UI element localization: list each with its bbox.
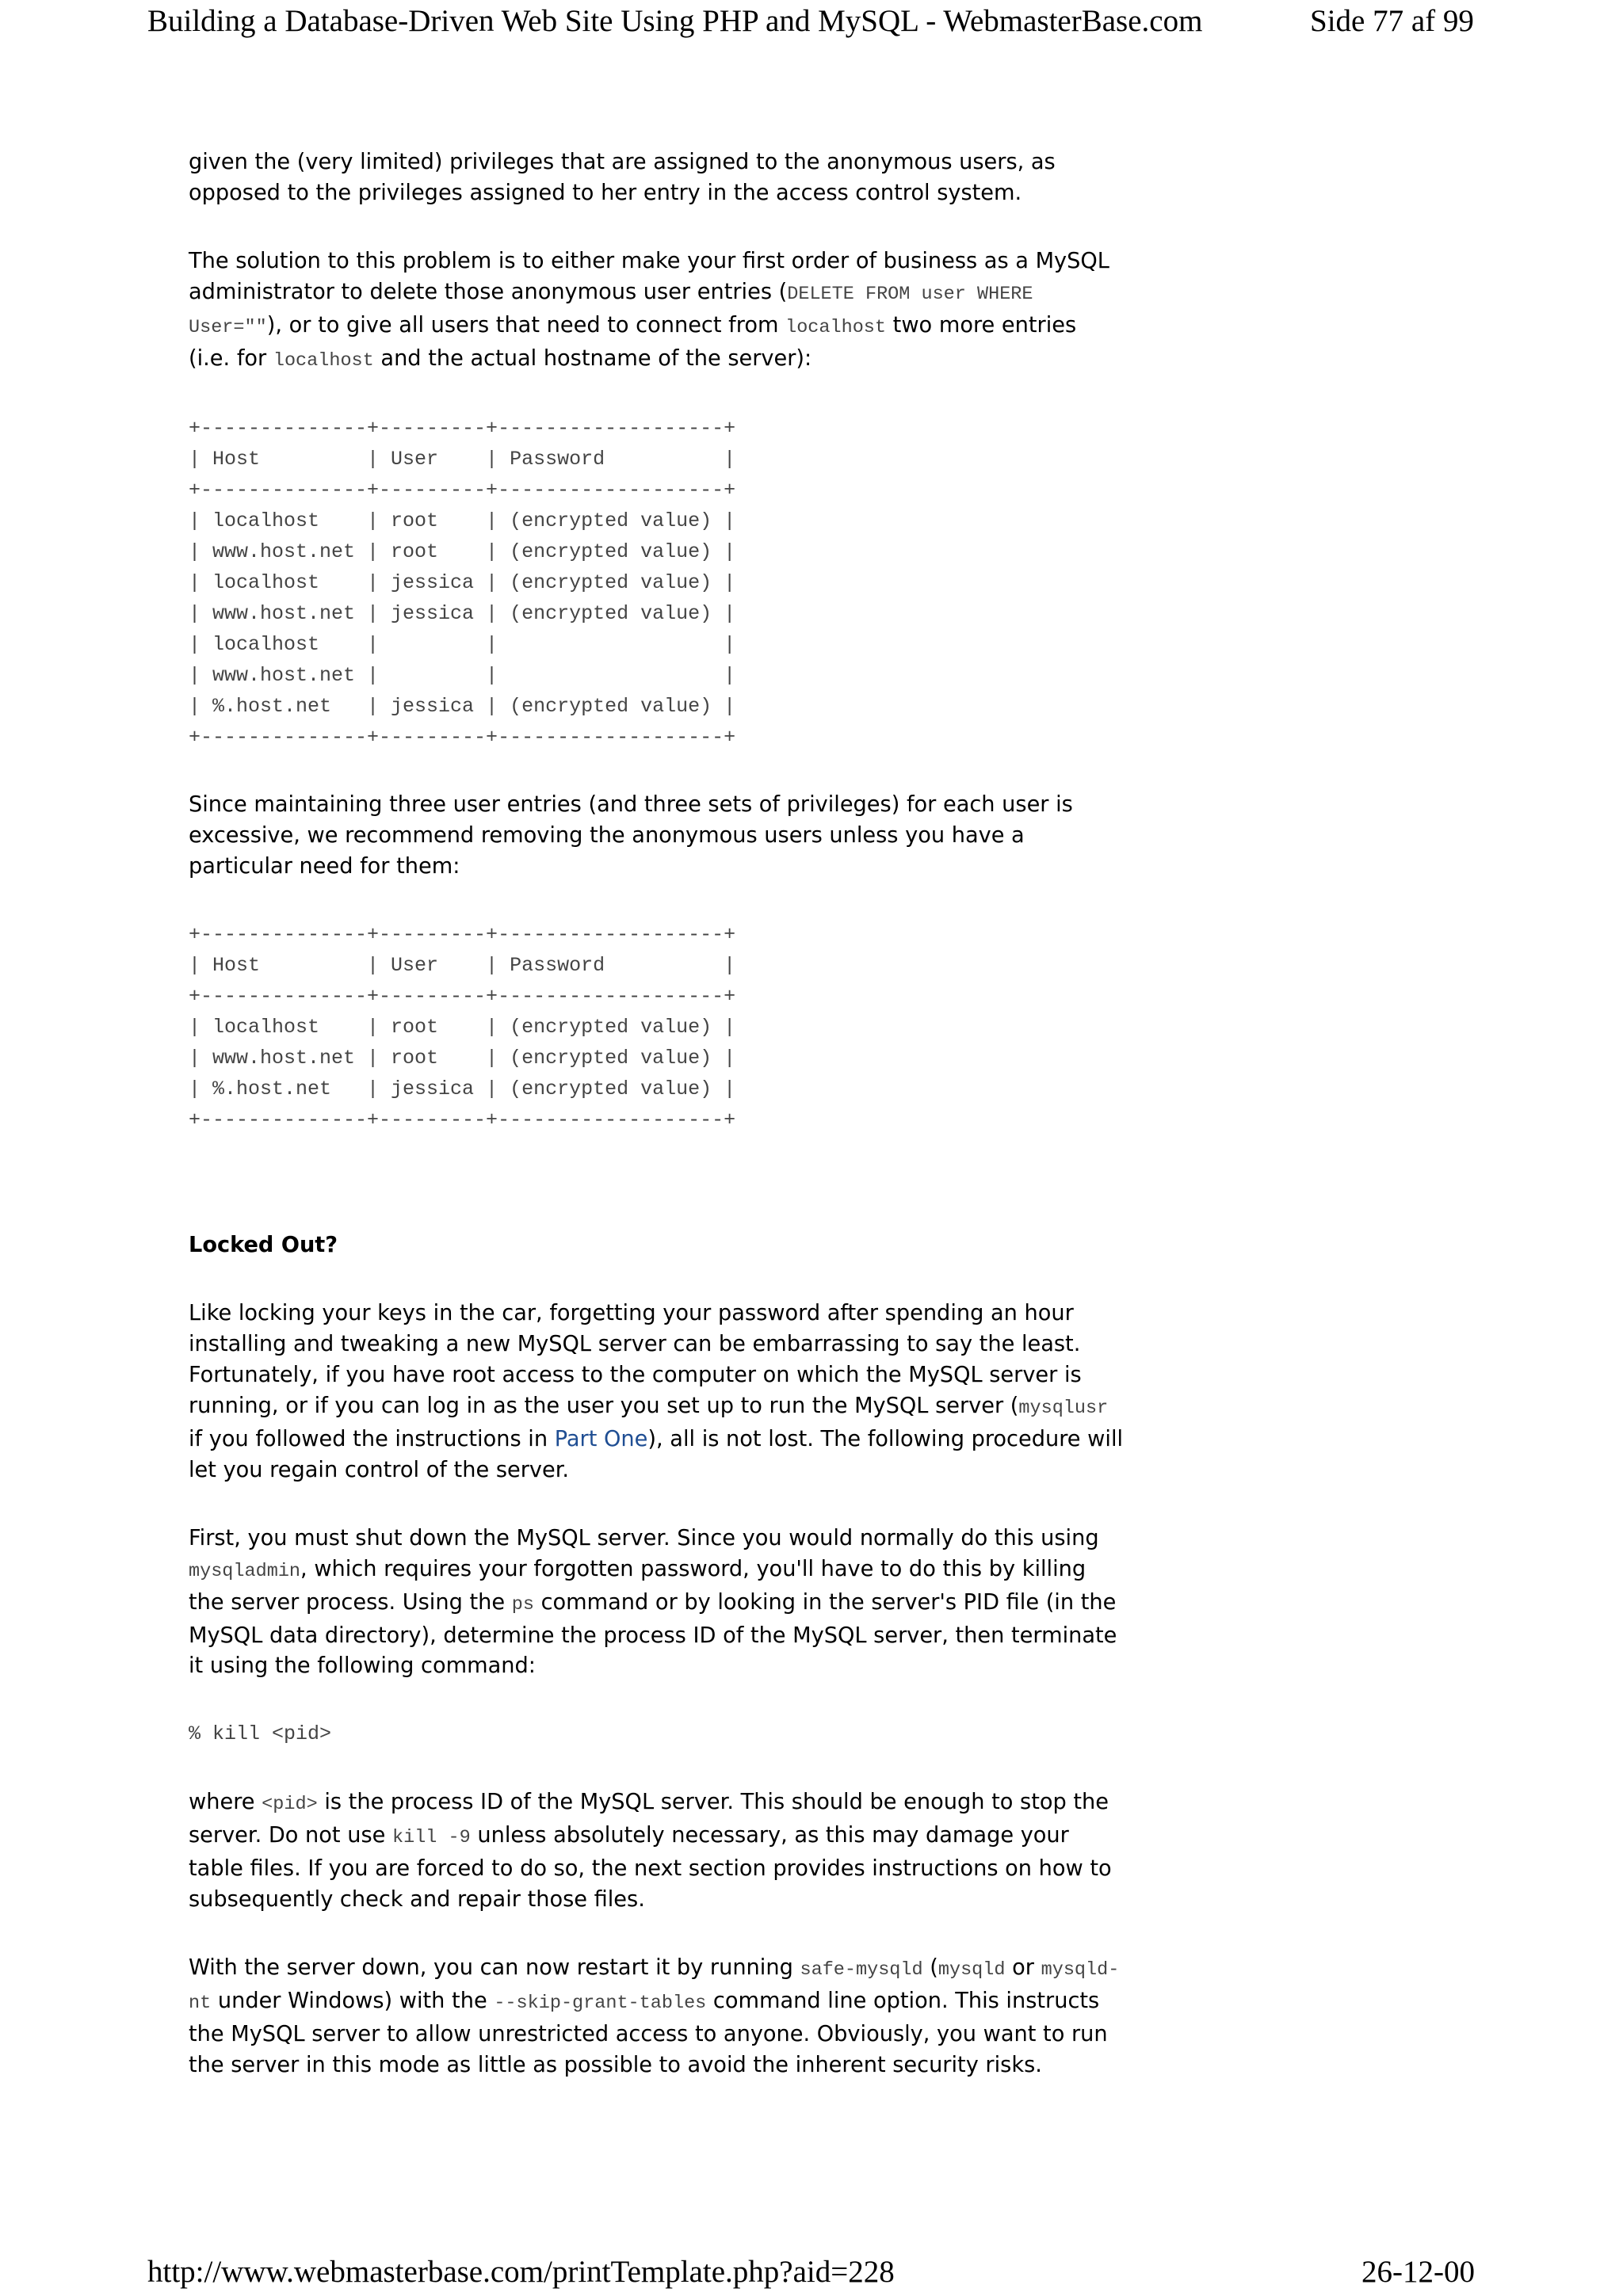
paragraph: Since maintaining three user entries (and three sets of privileges) for each user is excessive, we recommend removing the anonymous users unless you have a particular need for them:	[189, 792, 1073, 879]
page-footer	[0, 2248, 1623, 2296]
paragraph: The solution to this problem is to either make your first order of business as a MySQL administrator to delete those anonymous user entries (DELETE FROM user WHERE User=""), or to give all users that need to connect from localhost two more entries (i.e. for localhost and the actual hostname of the server):	[189, 248, 1109, 372]
paragraph: given the (very limited) privileges that are assigned to the anonymous users, as opposed to the privileges assigned to her entry in the access control system.	[189, 150, 1056, 205]
paragraph: where <pid> is the process ID of the MySQL server. This should be enough to stop the server. Do not use kill -9 unless absolutely necessary, as this may damage your table files. If you are forced to do so, the next section provides instructions on how to subsequently check and repair those files.	[189, 1790, 1112, 1912]
user-table-code: +--------------+---------+-------------------+ | Host | User | Password | +--------------+---------+-------------------+ | localhost | root | (encrypted value) | | www.host.net | root | (encrypted value) | | %.host.net | jessica | (encrypted value) | +--------------+---------+-------------------+	[189, 923, 736, 1131]
inline-code: DELETE FROM user WHERE User=""	[189, 283, 1033, 338]
footer-url: http://www.webmasterbase.com/printTemplate.php?aid=228	[147, 2255, 895, 2289]
paragraph: Like locking your keys in the car, forgetting your password after spending an hour installing and tweaking a new MySQL server can be embarrassing to say the least. Fortunately, if you have root access to the computer on which the MySQL server is running, or if you can log in as the user you set up to run the MySQL server (mysqlusr if you followed the instructions in Part One), all is not lost. The following procedure will let you regain control of the server.	[189, 1301, 1124, 1482]
user-table-code: +--------------+---------+-------------------+ | Host | User | Password | +--------------+---------+-------------------+ | localhost | root | (encrypted value) | | www.host.net | root | (encrypted value) | | localhost | jessica | (encrypted value) | | www.host.net | jessica | (encrypted value) | | localhost | | | | www.host.net | | | | %.host.net | jessica | (encrypted value) | +--------------+---------+-------------------+	[189, 417, 736, 749]
inline-code: localhost	[785, 316, 887, 338]
paragraph: First, you must shut down the MySQL server. Since you would normally do this using mysqladmin, which requires your forgotten password, you'll have to do this by killing the server process. Using the ps command or by looking in the server's PID file (in the MySQL data directory), determine the process ID of the MySQL server, then terminate it using the following command:	[189, 1525, 1117, 1679]
inline-code: localhost	[273, 349, 374, 372]
inline-code: mysqld-nt	[189, 1958, 1120, 2014]
inline-code: mysqladmin	[189, 1560, 301, 1582]
page-header	[0, 0, 1623, 48]
inline-code: ps	[511, 1593, 534, 1615]
inline-code: mysqlusr	[1018, 1398, 1109, 1420]
page-number: Side 77 af 99	[1310, 4, 1474, 38]
footer-date: 26-12-00	[1361, 2255, 1475, 2289]
inline-code: kill -9	[392, 1827, 471, 1849]
part-one-link[interactable]: Part One	[554, 1427, 648, 1451]
article-body	[189, 147, 1124, 2081]
command-code: % kill <pid>	[189, 1722, 332, 1746]
inline-code: <pid>	[262, 1794, 318, 1816]
header-title: Building a Database-Driven Web Site Using PHP and MySQL - WebmasterBase.com	[147, 4, 1203, 38]
inline-code: mysqld	[938, 1958, 1006, 1981]
section-heading: Locked Out?	[189, 1233, 338, 1258]
inline-code: safe-mysqld	[800, 1958, 923, 1981]
paragraph: With the server down, you can now restart it by running safe-mysqld (mysqld or mysqld-nt under Windows) with the --skip-grant-tables command line option. This instructs the MySQL server to allow unrestricted access to anyone. Obviously, you want to run the server in this mode as little as possible to avoid the inherent security risks.	[189, 1955, 1120, 2077]
inline-code: --skip-grant-tables	[494, 1992, 707, 2014]
